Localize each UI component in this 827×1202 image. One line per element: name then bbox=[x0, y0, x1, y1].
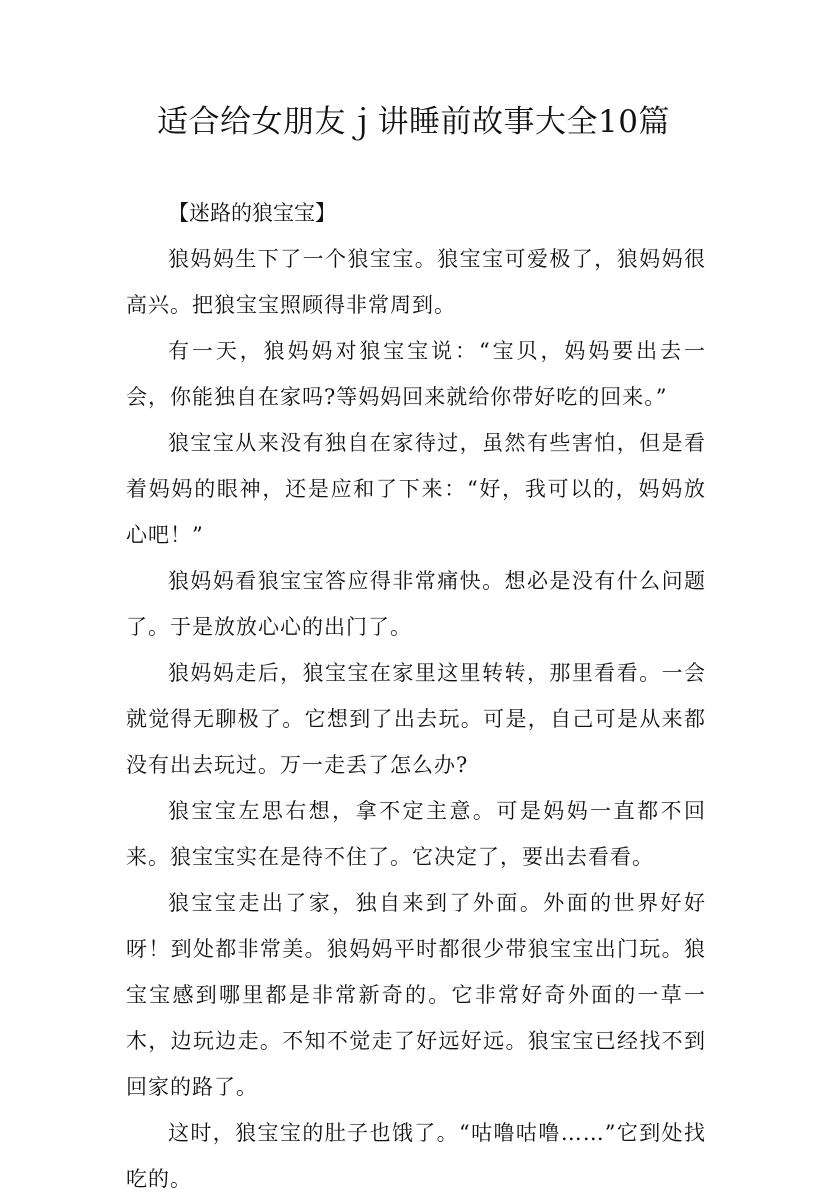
paragraph: 狼妈妈看狼宝宝答应得非常痛快。想必是没有什么问题了。于是放放心心的出门了。 bbox=[126, 569, 706, 639]
paragraph: 狼妈妈生下了一个狼宝宝。狼宝宝可爱极了，狼妈妈很高兴。把狼宝宝照顾得非常周到。 bbox=[126, 247, 706, 317]
document-body bbox=[126, 190, 706, 1202]
section-heading: 【迷路的狼宝宝】 bbox=[168, 201, 336, 225]
paragraph: 狼宝宝走出了家，独自来到了外面。外面的世界好好呀！到处都非常美。狼妈妈平时都很少带狼宝宝出门玩。狼宝宝感到哪里都是非常新奇的。它非常好奇外面的一草一木，边玩边走。不知不觉走了好远好远。狼宝宝已经找不到回家的路了。 bbox=[126, 891, 706, 1099]
paragraph: 狼宝宝从来没有独自在家待过，虽然有些害怕，但是看着妈妈的眼神，还是应和了下来：“好，我可以的，妈妈放心吧！” bbox=[126, 431, 706, 547]
paragraph: 狼妈妈走后，狼宝宝在家里这里转转，那里看看。一会就觉得无聊极了。它想到了出去玩。可是，自己可是从来都没有出去玩过。万一走丢了怎么办? bbox=[126, 661, 706, 777]
paragraph: 有一天，狼妈妈对狼宝宝说：“宝贝，妈妈要出去一会，你能独自在家吗?等妈妈回来就给你带好吃的回来。” bbox=[126, 339, 706, 409]
paragraph: 这时，狼宝宝的肚子也饿了。“咕噜咕噜……”它到处找吃的。 bbox=[126, 1121, 706, 1191]
document-title: 适合给女朋友ｊ讲睡前故事大全10篇 bbox=[157, 104, 670, 140]
paragraph: 狼宝宝左思右想，拿不定主意。可是妈妈一直都不回来。狼宝宝实在是待不住了。它决定了，要出去看看。 bbox=[126, 799, 706, 869]
